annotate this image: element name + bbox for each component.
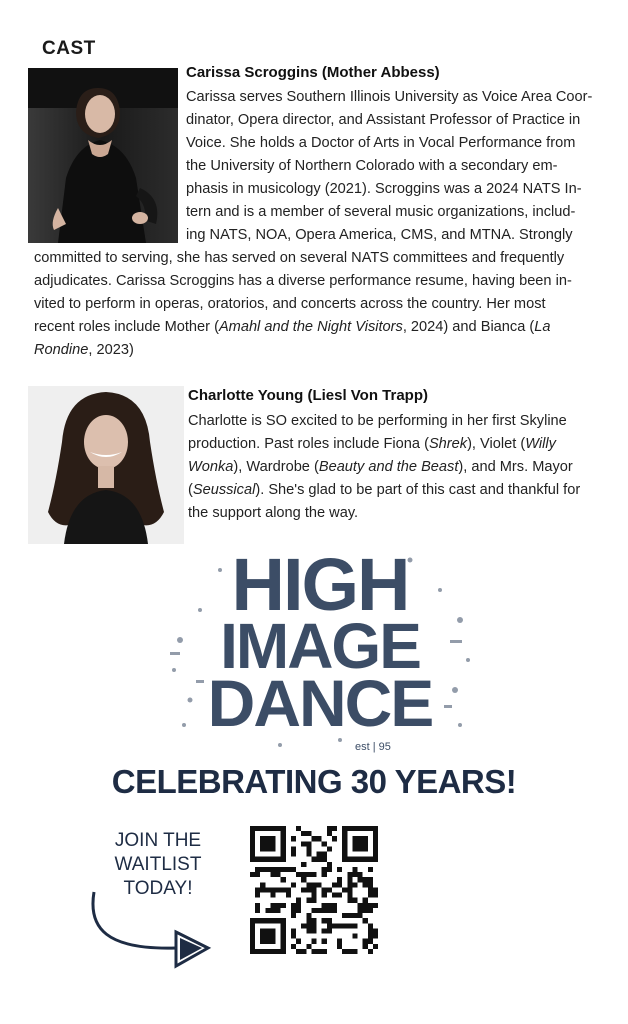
bio-line: tern and is a member of several music organizations, includ-: [186, 204, 576, 220]
bio-text: production. Past roles include Fiona (: [188, 436, 429, 452]
waitlist-line-3: TODAY!: [123, 878, 193, 899]
bio-title: Beauty and the Beast: [318, 459, 459, 475]
cast-heading: CAST: [42, 38, 96, 59]
logo-est: est | 95: [355, 741, 391, 753]
bio-line: Carissa serves Southern Illinois University as Voice Area Coor-: [186, 89, 593, 105]
high-image-dance-logo: [160, 540, 480, 755]
bio-title: Willy: [525, 436, 556, 452]
charlotte-photo: [28, 386, 184, 544]
bio-text: , 2023): [88, 342, 134, 358]
member-bio-1: [186, 86, 596, 247]
bio-line: phasis in musicology (2021). Scroggins was a 2024 NATS In-: [186, 181, 582, 197]
bio-title: La: [534, 319, 551, 335]
member-bio-2: [188, 410, 603, 525]
waitlist-line-1: JOIN THE: [114, 830, 202, 851]
curved-arrow-icon: [86, 888, 216, 978]
bio-text: (: [188, 482, 193, 498]
bio-line: [188, 456, 603, 479]
bio-line: Charlotte is SO excited to be performing in her first Skyline: [188, 413, 567, 429]
member-bio-1-wide: [34, 247, 604, 362]
waitlist-line-2: WAITLIST: [114, 854, 202, 875]
waitlist-qr-code[interactable]: [250, 826, 378, 954]
bio-text: recent roles include Mother (: [34, 319, 219, 335]
bio-title: Seussical: [192, 482, 256, 498]
bio-line: ing NATS, NOA, Opera America, CMS, and MTNA. Strongly: [186, 227, 573, 243]
bio-line: Voice. She holds a Doctor of Arts in Vocal Performance from: [186, 135, 576, 151]
carissa-photo: [28, 68, 178, 243]
bio-line: [34, 316, 604, 339]
member-name-1: Carissa Scroggins (Mother Abbess): [186, 64, 440, 81]
bio-title: Amahl and the Night Visitors: [218, 319, 403, 335]
bio-text: ), Wardrobe (: [233, 459, 319, 475]
bio-line: dinator, Opera director, and Assistant Professor of Practice in: [186, 112, 581, 128]
bio-text: ). She's glad to be part of this cast and thankful for: [255, 482, 581, 498]
bio-text: ), Violet (: [467, 436, 526, 452]
bio-line: [188, 479, 603, 502]
bio-line: the support along the way.: [188, 505, 359, 521]
bio-title: Rondine: [34, 342, 89, 358]
bio-line: committed to serving, she has served on several NATS committees and frequently: [34, 250, 565, 266]
logo-line-3: DANCE: [207, 666, 433, 740]
member-name-2: Charlotte Young (Liesl Von Trapp): [188, 387, 429, 404]
bio-line: the University of Northern Colorado with a secondary em-: [186, 158, 558, 174]
logo-line-2: IMAGE: [220, 610, 420, 682]
bio-line: adjudicates. Carissa Scroggins has a diverse performance resume, having been in-: [34, 273, 572, 289]
bio-title: Wonka: [188, 459, 234, 475]
bio-line: vited to perform in operas, oratorios, and concerts across the country. Her most: [34, 296, 546, 312]
bio-line: [188, 433, 603, 456]
logo-line-1: HIGH: [231, 543, 409, 626]
bio-text: ), and Mrs. Mayor: [458, 459, 573, 475]
bio-title: Shrek: [428, 436, 468, 452]
celebrating-banner: CELEBRATING 30 YEARS!: [111, 763, 517, 800]
bio-line: [34, 339, 604, 362]
bio-text: , 2024) and Bianca (: [402, 319, 535, 335]
